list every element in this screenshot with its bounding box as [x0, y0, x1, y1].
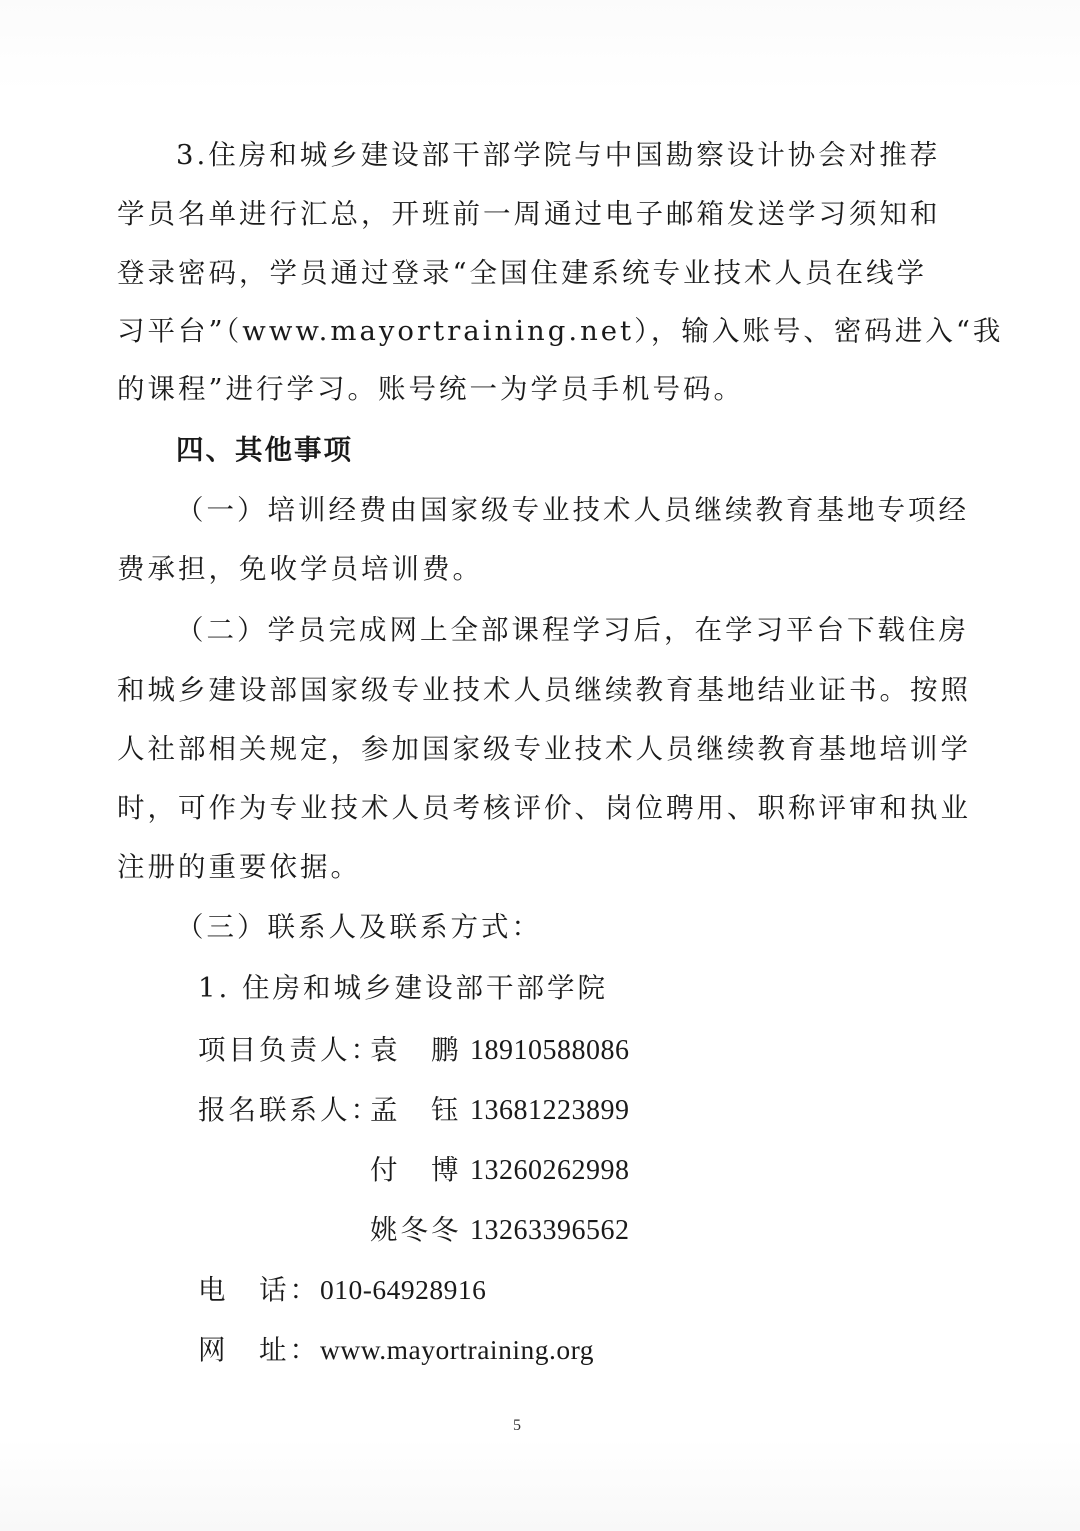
text-line: 注册的重要依据。 [117, 851, 361, 883]
contact-phone: 13681223899 [470, 1095, 630, 1126]
text-line: （二）学员完成网上全部课程学习后，在学习平台下载住房 [176, 614, 969, 646]
text-line: （一）培训经费由国家级专业技术人员继续教育基地专项经 [176, 494, 969, 526]
text-line: 人社部相关规定，参加国家级专业技术人员继续教育基地培训学 [117, 733, 971, 765]
registration-contact-label: 报名联系人： [198, 1094, 381, 1126]
telephone-row [198, 1273, 486, 1307]
text-line: 登录密码，学员通过登录“全国住建系统专业技术人员在线学 [117, 257, 928, 289]
registration-contact-row [198, 1213, 630, 1248]
project-lead-phone: 18910588086 [470, 1035, 630, 1066]
contact-name: 姚冬冬 [370, 1214, 462, 1246]
text-line: 习平台”（www.mayortraining.net），输入账号、密码进入“我 [117, 315, 1004, 347]
telephone-value: 010-64928916 [320, 1274, 487, 1305]
contact-phone: 13263396562 [470, 1215, 630, 1246]
project-lead-name: 袁 鹏 [370, 1034, 462, 1066]
telephone-label: 电 话： [198, 1274, 320, 1306]
registration-contact-row [198, 1093, 630, 1128]
organization-name: 1. 住房和城乡建设部干部学院 [198, 972, 608, 1004]
section-heading: 四、其他事项 [176, 434, 353, 466]
contact-name: 孟 钰 [370, 1094, 462, 1126]
project-lead-label: 项目负责人： [198, 1034, 381, 1066]
registration-contact-row [198, 1153, 630, 1188]
text-line: 3.住房和城乡建设部干部学院与中国勘察设计协会对推荐 [176, 139, 941, 171]
contact-name: 付 博 [370, 1154, 462, 1186]
contacts-heading: （三）联系人及联系方式： [176, 911, 542, 943]
text-line: 费承担，免收学员培训费。 [117, 553, 483, 585]
website-label: 网 址： [198, 1334, 320, 1366]
text-line: 学员名单进行汇总，开班前一周通过电子邮箱发送学习须知和 [117, 198, 941, 230]
project-lead-row [198, 1033, 630, 1068]
text-line: 时，可作为专业技术人员考核评价、岗位聘用、职称评审和执业 [117, 792, 971, 824]
text-line: 和城乡建设部国家级专业技术人员继续教育基地结业证书。按照 [117, 674, 971, 706]
text-line: 的课程”进行学习。账号统一为学员手机号码。 [117, 373, 745, 405]
website-link[interactable]: www.mayortraining.org [320, 1334, 594, 1365]
website-row [198, 1333, 594, 1367]
page-number: 5 [513, 1417, 521, 1434]
contact-phone: 13260262998 [470, 1155, 630, 1186]
